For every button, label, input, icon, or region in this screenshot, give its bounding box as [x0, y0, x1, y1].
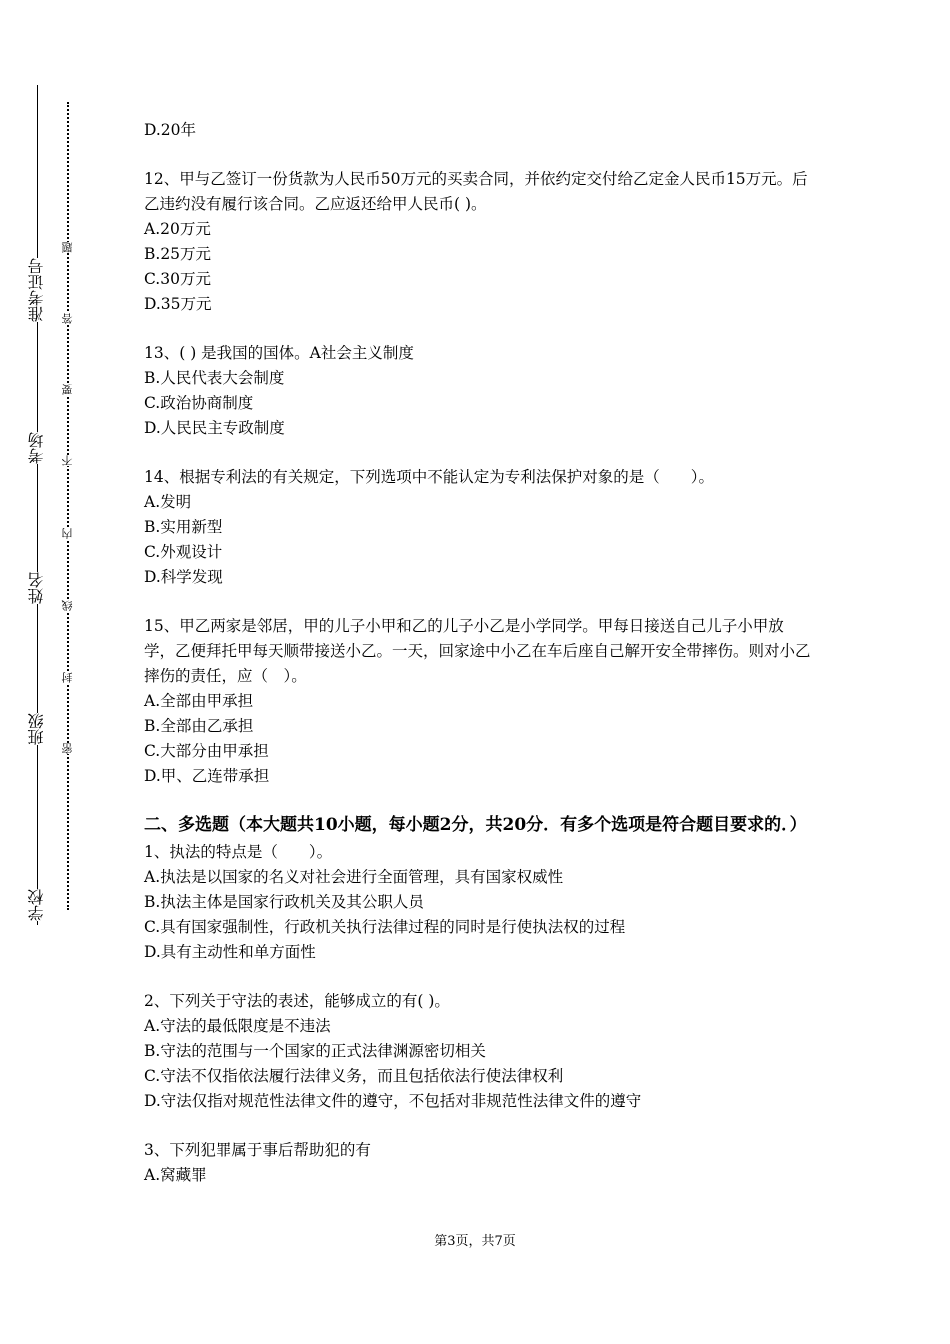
option-text: D.守法仅指对规范性法律文件的遵守，不包括对非规范性法律文件的遵守	[144, 1092, 642, 1110]
option-text: A.全部由甲承担	[144, 692, 254, 710]
question-15	[144, 614, 814, 789]
class-label: 班级	[20, 713, 54, 745]
option-text: C.守法不仅指依法履行法律义务，而且包括依法行使法律权利	[144, 1067, 564, 1085]
school-label: 学校	[20, 889, 54, 921]
section-heading: 二、多选题（本大题共10小题，每小题2分，共20分．有多个选项是符合题目要求的．）	[144, 815, 807, 835]
option-text: B.人民代表大会制度	[144, 369, 285, 387]
seal-char: 密	[58, 743, 78, 754]
multi-question-1	[144, 840, 814, 965]
option-text: B.执法主体是国家行政机关及其公职人员	[144, 893, 424, 911]
option-text: C.30万元	[144, 270, 211, 288]
question-13	[144, 341, 814, 441]
option-text: D.科学发现	[144, 568, 223, 586]
question-text: 13、( ) 是我国的国体。A社会主义制度	[144, 344, 414, 362]
question-text: 2、下列关于守法的表述，能够成立的有( )。	[144, 992, 450, 1010]
binding-margin	[0, 0, 110, 1344]
option-text: A.守法的最低限度是不违法	[144, 1017, 331, 1035]
name-label: 姓名	[20, 572, 54, 604]
seal-char: 内	[58, 528, 78, 539]
question-text: 15、甲乙两家是邻居，甲的儿子小甲和乙的儿子小乙是小学同学。甲每日接送自己儿子小甲放学，乙便拜托甲每天顺带接送小乙。一天，回家途中小乙在车后座自己解开安全带摔伤。则对小乙摔伤的责任，应（ ）。	[144, 617, 811, 685]
question-14	[144, 465, 814, 590]
question-text: 12、甲与乙签订一份货款为人民币50万元的买卖合同，并依约定交付给乙定金人民币15万元。后乙违约没有履行该合同。乙应返还给甲人民币( )。	[144, 170, 808, 213]
question-text: 3、下列犯罪属于事后帮助犯的有	[144, 1141, 371, 1159]
option-text: A.20万元	[144, 220, 211, 238]
option-text: A.窝藏罪	[144, 1166, 207, 1184]
question-continuation	[144, 118, 814, 143]
option-text: C.具有国家强制性，行政机关执行法律过程的同时是行使执法权的过程	[144, 918, 626, 936]
option-text: D.20年	[144, 121, 197, 139]
option-text: D.甲、乙连带承担	[144, 767, 270, 785]
seal-char: 线	[58, 600, 78, 611]
option-text: C.大部分由甲承担	[144, 742, 269, 760]
seal-char: 封	[58, 672, 78, 683]
page-footer: 第3页，共7页	[434, 1234, 516, 1249]
exam-room-label: 考场	[20, 432, 54, 464]
option-text: C.政治协商制度	[144, 394, 254, 412]
option-text: D.35万元	[144, 295, 212, 313]
option-text: B.25万元	[144, 245, 212, 263]
question-text: 1、执法的特点是（ ）。	[144, 843, 333, 861]
seal-dotted-line	[67, 102, 69, 910]
option-text: D.人民民主专政制度	[144, 419, 285, 437]
multi-question-3	[144, 1138, 814, 1188]
option-text: B.实用新型	[144, 518, 223, 536]
exam-content	[144, 118, 814, 1212]
binding-solid-line	[37, 85, 38, 925]
seal-char: 不	[58, 455, 78, 466]
seal-char: 答	[58, 313, 78, 324]
option-text: B.守法的范围与一个国家的正式法律渊源密切相关	[144, 1042, 486, 1060]
option-text: A.执法是以国家的名义对社会进行全面管理，具有国家权威性	[144, 868, 564, 886]
question-text: 14、根据专利法的有关规定，下列选项中不能认定为专利法保护对象的是（ ）。	[144, 468, 714, 486]
option-text: D.具有主动性和单方面性	[144, 943, 316, 961]
question-12	[144, 167, 814, 317]
option-text: A.发明	[144, 493, 192, 511]
seal-char: 要	[58, 384, 78, 395]
exam-number-label: 准考证号	[20, 258, 54, 322]
seal-char: 题	[58, 242, 78, 253]
option-text: C.外观设计	[144, 543, 223, 561]
multi-question-2	[144, 989, 814, 1114]
option-text: B.全部由乙承担	[144, 717, 254, 735]
